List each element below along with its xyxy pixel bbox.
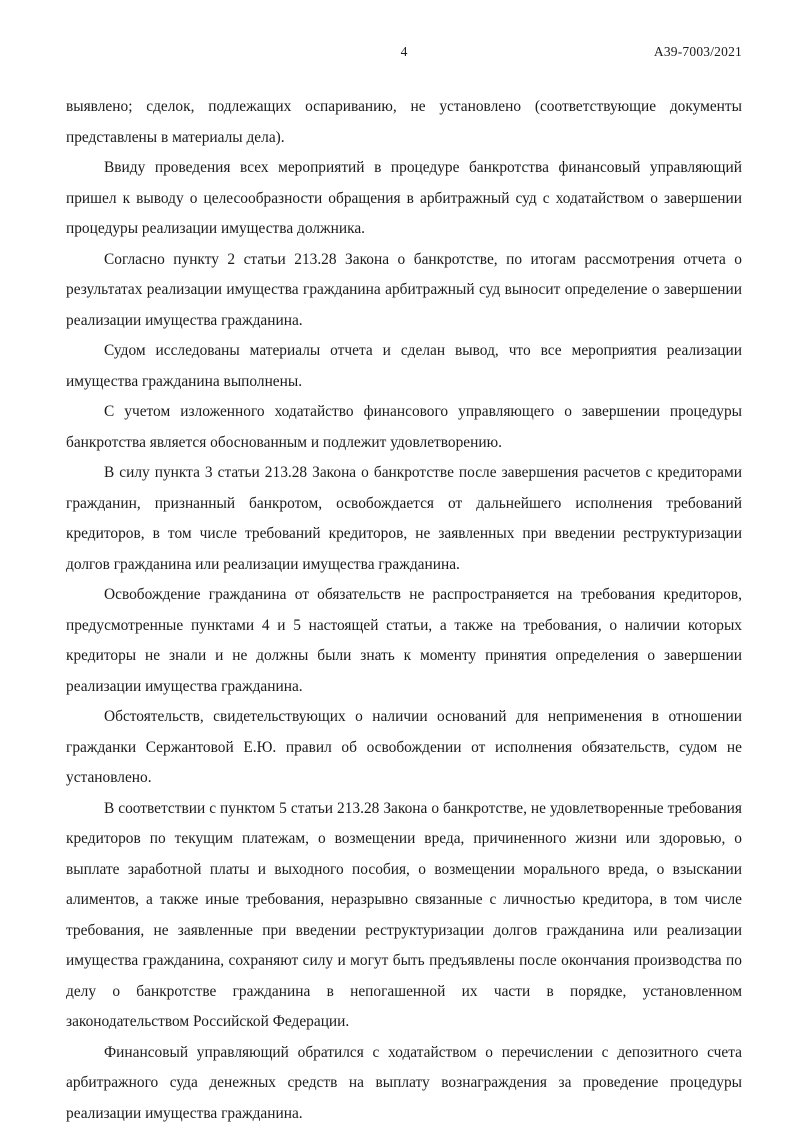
paragraph: Судом исследованы материалы отчета и сделан вывод, что все мероприятия реализации имущества гражданина выполнены. xyxy=(66,342,742,390)
paragraph: выявлено; сделок, подлежащих оспариванию, не установлено (соответствующие документы представлены в материалы дела). xyxy=(66,98,742,146)
page-number: 4 xyxy=(400,44,408,59)
paragraph: Ввиду проведения всех мероприятий в процедуре банкротства финансовый управляющий пришел к выводу о целесообразности обращения в арбитражный суд с ходатайством о завершении процедуры реализации имущества должника. xyxy=(66,159,742,237)
paragraph: В силу пункта 3 статьи 213.28 Закона о банкротстве после завершения расчетов с кредиторами гражданин, признанный банкротом, освобождается от дальнейшего исполнения требований кредиторов, в том числе требований кредиторов, не заявленных при введении реструктуризации долгов гражданина или реализации имущества гражданина. xyxy=(66,464,742,573)
paragraph: Финансовый управляющий обратился с ходатайством о перечислении с депозитного счета арбитражного суда денежных средств на выплату вознаграждения за проведение процедуры реализации имущества гражданина. xyxy=(66,1043,742,1122)
page-header xyxy=(66,44,742,70)
paragraph: В соответствии с пунктом 5 статьи 213.28 Закона о банкротстве, не удовлетворенные требования кредиторов по текущим платежам, о возмещении вреда, причиненного жизни или здоровью, о выплате заработной платы и выходного пособия, о возмещении морального вреда, о взыскании алиментов, а также иные требования, неразрывно связанные с личностью кредитора, в том числе требования, не заявленные при введении реструктуризации долгов гражданина или реализации имущества гражданина, сохраняют силу и могут быть предъявлены после окончания производства по делу о банкротстве гражданина в непогашенной их части в порядке, установленном законодательством Российской Федерации. xyxy=(66,799,742,1030)
document-body xyxy=(66,92,742,1129)
paragraph: Обстоятельств, свидетельствующих о наличии оснований для неприменения в отношении гражданки Сержантовой Е.Ю. правил об освобождении от исполнения обязательств, судом не установлено. xyxy=(66,708,742,786)
case-number: А39-7003/2021 xyxy=(653,44,742,59)
paragraph: Освобождение гражданина от обязательств не распространяется на требования кредиторов, предусмотренные пунктами 4 и 5 настоящей статьи, а также на требования, о наличии которых кредиторы не знали и не должны были знать к моменту принятия определения о завершении реализации имущества гражданина. xyxy=(66,586,742,695)
paragraph: Согласно пункту 2 статьи 213.28 Закона о банкротстве, по итогам рассмотрения отчета о результатах реализации имущества гражданина арбитражный суд выносит определение о завершении реализации имущества гражданина. xyxy=(66,250,742,329)
paragraph: С учетом изложенного ходатайство финансового управляющего о завершении процедуры банкротства является обоснованным и подлежит удовлетворению. xyxy=(66,403,742,451)
